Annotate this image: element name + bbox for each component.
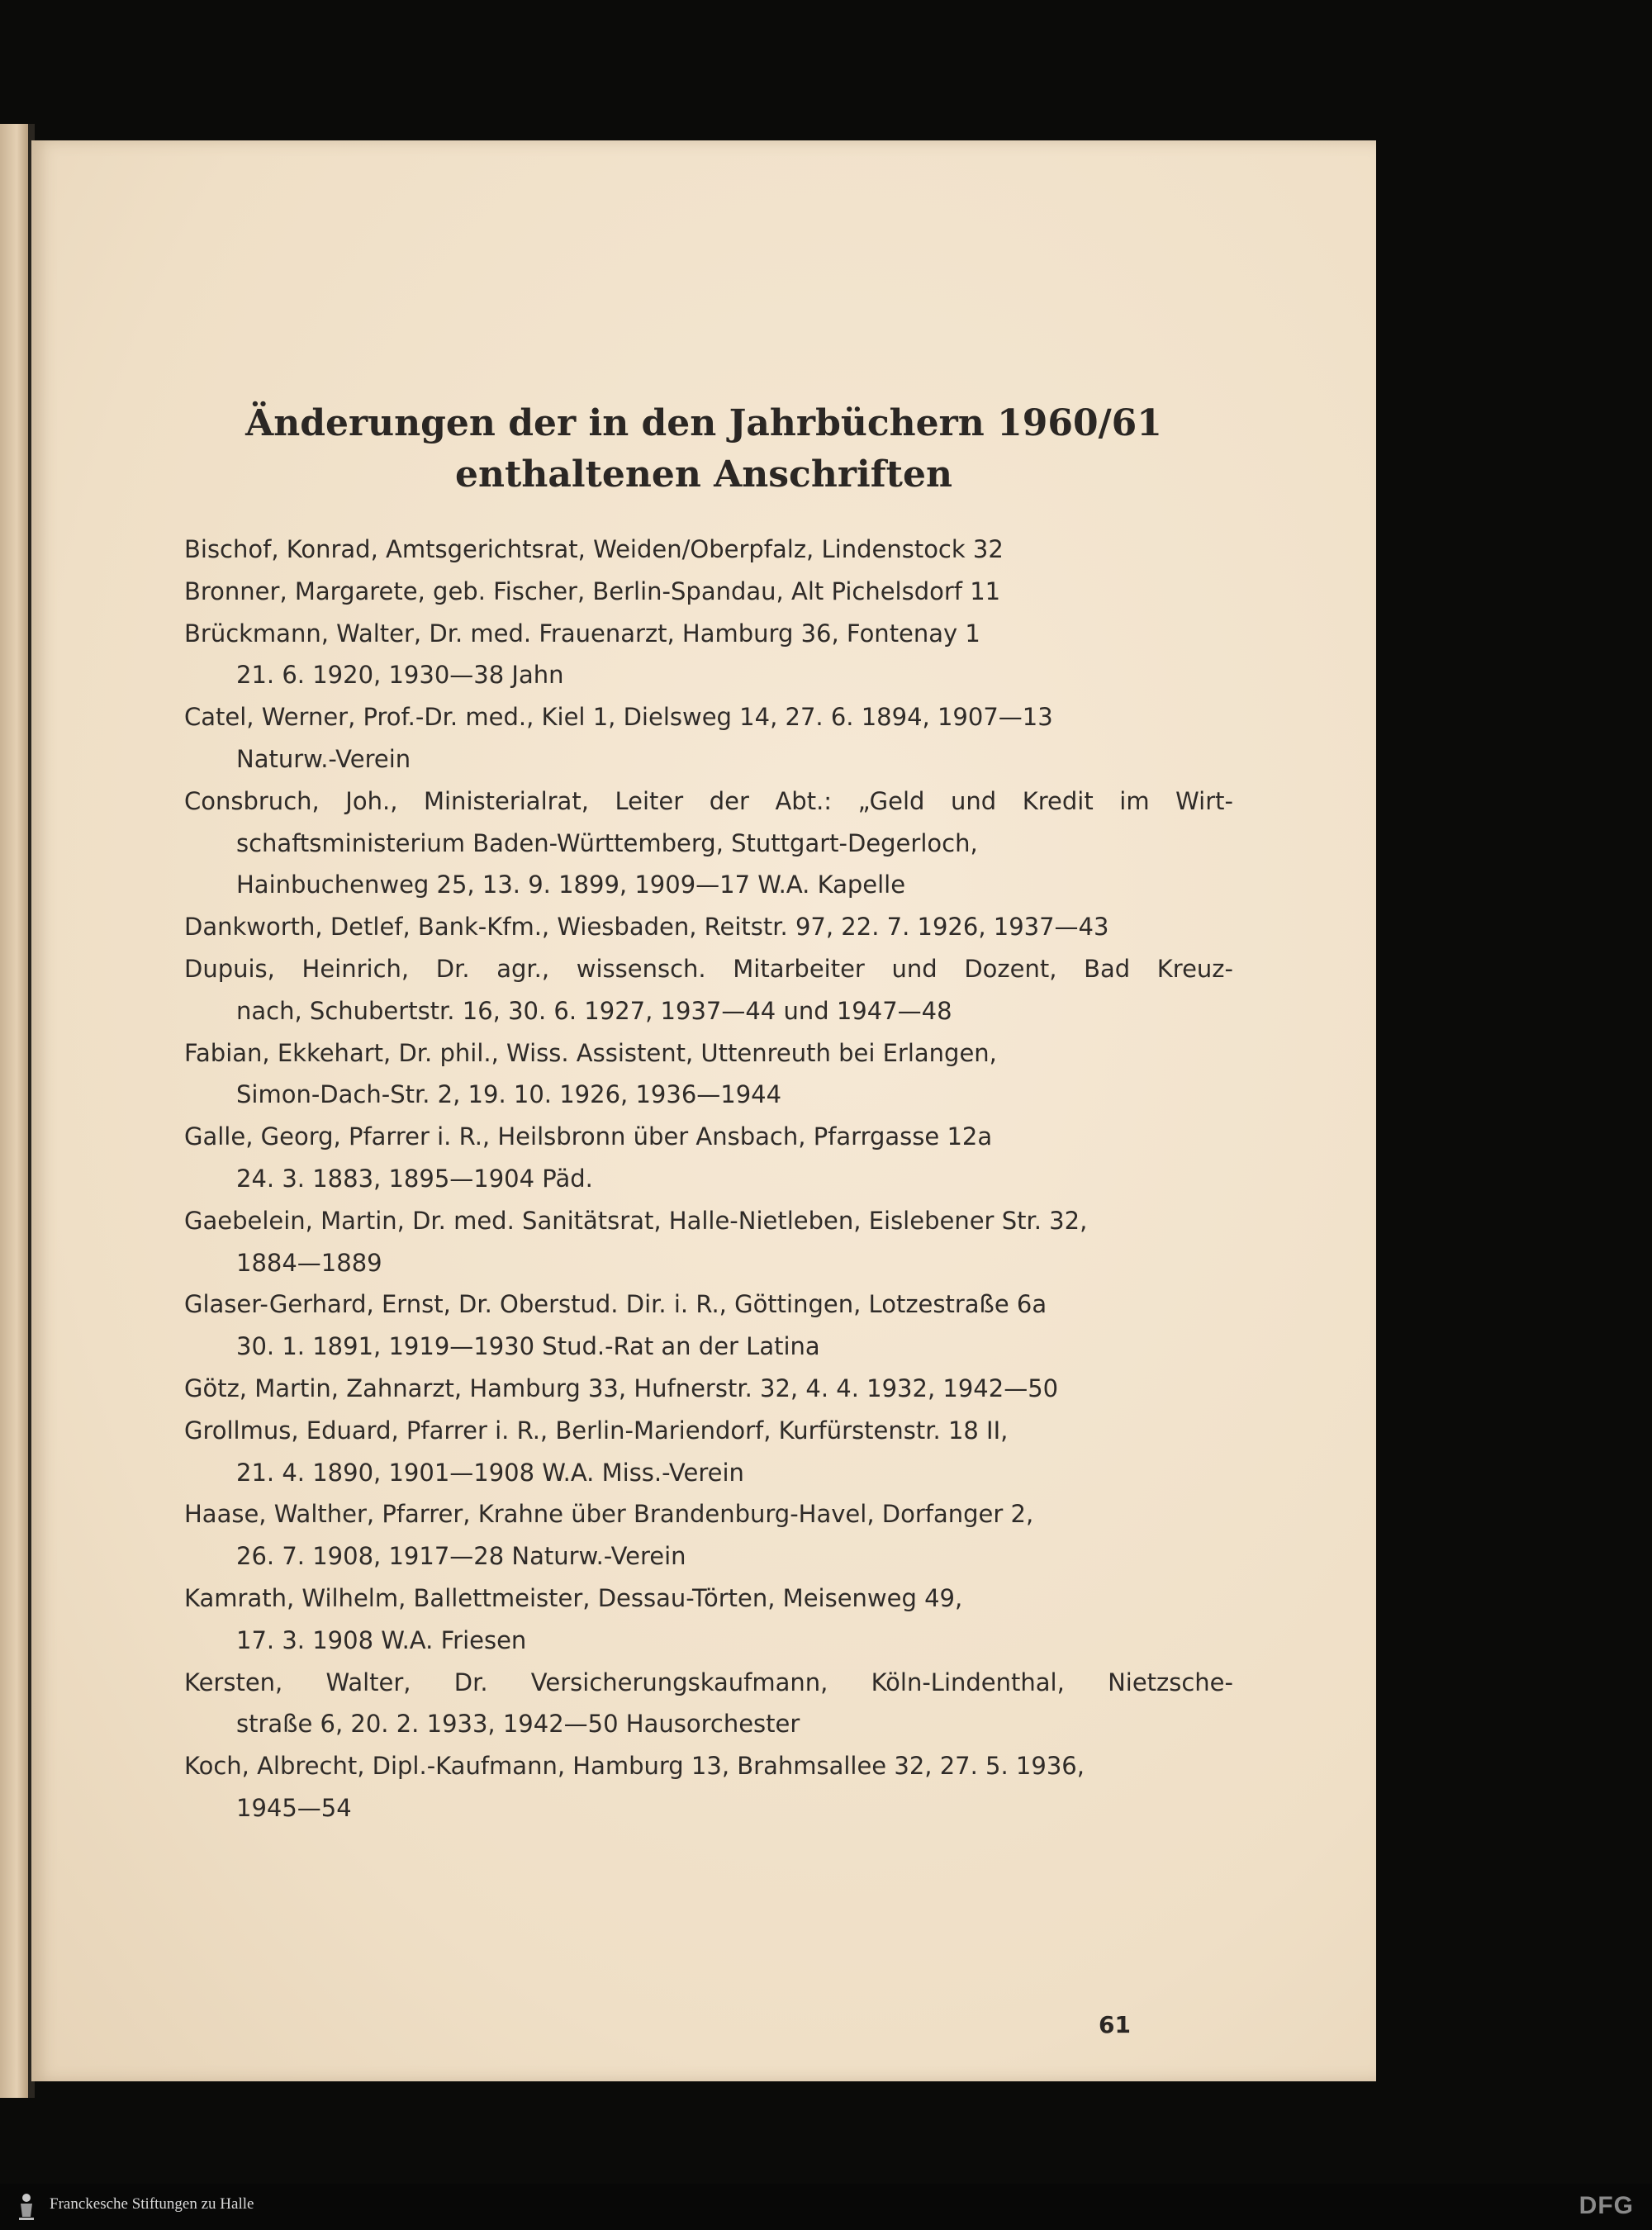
viewer-footer-bar — [0, 2184, 1652, 2230]
list-item — [184, 571, 1233, 613]
entry-line: Dupuis, Heinrich, Dr. agr., wissensch. Mitarbeiter und Dozent, Bad Kreuz- — [184, 954, 1233, 983]
entry-continuation-line: 30. 1. 1891, 1919—1930 Stud.-Rat an der Latina — [236, 1332, 820, 1361]
entry-line: Glaser-Gerhard, Ernst, Dr. Oberstud. Dir. i. R., Göttingen, Lotzestraße 6a — [184, 1290, 1047, 1319]
entry-continuation-line: 1884—1889 — [236, 1248, 382, 1277]
list-item — [184, 613, 1233, 697]
list-item — [184, 1745, 1233, 1829]
list-item — [184, 1283, 1233, 1368]
list-item — [184, 1493, 1233, 1578]
entry-line: Haase, Walther, Pfarrer, Krahne über Brandenburg-Havel, Dorfanger 2, — [184, 1500, 1034, 1529]
entry-line: Kersten, Walter, Dr. Versicherungskaufmann, Köln-Lindenthal, Nietzsche- — [184, 1668, 1233, 1696]
dfg-logo: DFG — [1578, 2192, 1634, 2219]
entry-continuation-line: schaftsministerium Baden-Württemberg, Stuttgart-Degerloch, — [236, 828, 978, 857]
address-list — [184, 529, 1233, 1829]
entry-line: Galle, Georg, Pfarrer i. R., Heilsbronn über Ansbach, Pfarrgasse 12a — [184, 1122, 993, 1151]
page-number: 61 — [1099, 2011, 1131, 2038]
list-item — [184, 1410, 1233, 1494]
entry-line: Grollmus, Eduard, Pfarrer i. R., Berlin-Mariendorf, Kurfürstenstr. 18 II, — [184, 1416, 1009, 1445]
entry-continuation-line: 24. 3. 1883, 1895—1904 Päd. — [236, 1164, 593, 1193]
entry-continuation-line: 1945—54 — [236, 1793, 352, 1822]
list-item — [184, 948, 1233, 1032]
entry-line: Catel, Werner, Prof.-Dr. med., Kiel 1, Dielsweg 14, 27. 6. 1894, 1907—13 — [184, 703, 1053, 732]
entry-continuation-line: nach, Schubertstr. 16, 30. 6. 1927, 1937—44 und 1947—48 — [236, 996, 952, 1025]
book-page — [31, 140, 1376, 2081]
list-item — [184, 1368, 1233, 1410]
list-item — [184, 1032, 1233, 1117]
entry-line: Bischof, Konrad, Amtsgerichtsrat, Weiden/Oberpfalz, Lindenstock 32 — [184, 535, 1004, 563]
entry-continuation-line: Hainbuchenweg 25, 13. 9. 1899, 1909—17 W.A. Kapelle — [236, 871, 906, 899]
list-item — [184, 1662, 1233, 1746]
list-item — [184, 780, 1233, 906]
institution-label: Franckesche Stiftungen zu Halle — [50, 2195, 254, 2213]
entry-continuation-line: 26. 7. 1908, 1917—28 Naturw.-Verein — [236, 1542, 686, 1571]
facing-page-edge — [0, 124, 28, 2098]
list-item — [184, 906, 1233, 948]
title-line-1: Änderungen der in den Jahrbüchern 1960/61 — [245, 402, 1162, 444]
entry-continuation-line: Naturw.-Verein — [236, 744, 411, 773]
entry-line: Consbruch, Joh., Ministerialrat, Leiter der Abt.: „Geld und Kredit im Wirt- — [184, 786, 1233, 815]
list-item — [184, 529, 1233, 571]
page-title — [31, 398, 1376, 501]
entry-continuation-line: 17. 3. 1908 W.A. Friesen — [236, 1625, 527, 1654]
list-item — [184, 1116, 1233, 1200]
foundation-emblem-icon — [17, 2192, 36, 2222]
entry-line: Dankworth, Detlef, Bank-Kfm., Wiesbaden, Reitstr. 97, 22. 7. 1926, 1937—43 — [184, 913, 1109, 942]
list-item — [184, 1578, 1233, 1662]
entry-continuation-line: Simon-Dach-Str. 2, 19. 10. 1926, 1936—1944 — [236, 1080, 782, 1109]
entry-line: Fabian, Ekkehart, Dr. phil., Wiss. Assistent, Uttenreuth bei Erlangen, — [184, 1038, 997, 1067]
entry-line: Gaebelein, Martin, Dr. med. Sanitätsrat, Halle-Nietleben, Eislebener Str. 32, — [184, 1206, 1088, 1235]
entry-line: Bronner, Margarete, geb. Fischer, Berlin-Spandau, Alt Pichelsdorf 11 — [184, 576, 1001, 605]
entry-line: Götz, Martin, Zahnarzt, Hamburg 33, Hufnerstr. 32, 4. 4. 1932, 1942—50 — [184, 1374, 1059, 1402]
title-line-2: enthaltenen Anschriften — [455, 453, 952, 496]
list-item — [184, 1200, 1233, 1284]
entry-line: Kamrath, Wilhelm, Ballettmeister, Dessau-Törten, Meisenweg 49, — [184, 1583, 963, 1612]
entry-line: Brückmann, Walter, Dr. med. Frauenarzt, Hamburg 36, Fontenay 1 — [184, 619, 980, 648]
list-item — [184, 696, 1233, 780]
entry-line: Koch, Albrecht, Dipl.-Kaufmann, Hamburg 13, Brahmsallee 32, 27. 5. 1936, — [184, 1752, 1085, 1781]
entry-continuation-line: 21. 4. 1890, 1901—1908 W.A. Miss.-Verein — [236, 1458, 744, 1487]
entry-continuation-line: 21. 6. 1920, 1930—38 Jahn — [236, 661, 564, 690]
entry-continuation-line: straße 6, 20. 2. 1933, 1942—50 Hausorchester — [236, 1710, 800, 1739]
